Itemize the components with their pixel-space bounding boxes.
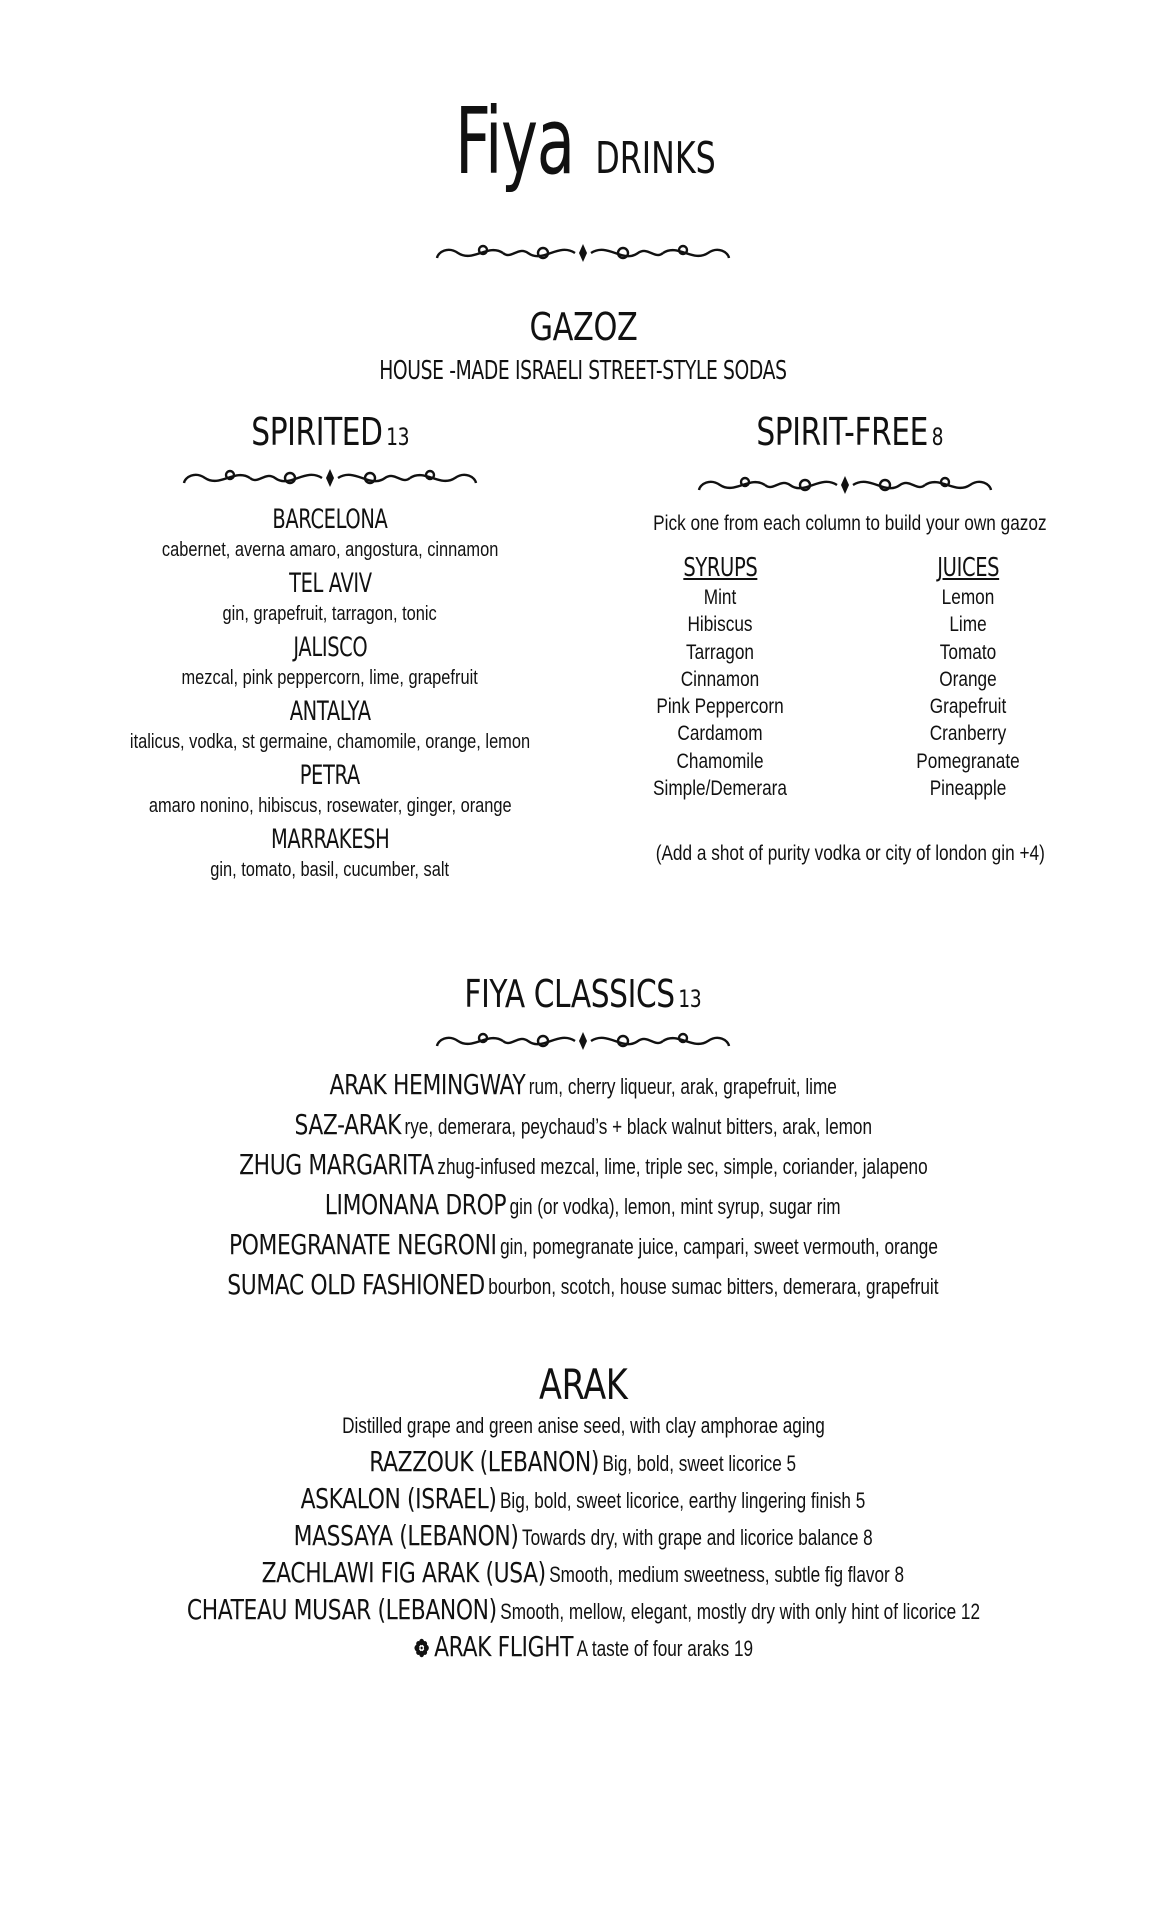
flourish-divider-icon: [695, 470, 995, 500]
list-item: Cinnamon: [680, 667, 760, 691]
juices-heading: JUICES: [937, 553, 999, 583]
gazoz-title-wrap: [0, 305, 1166, 349]
classic-desc: zhug-infused mezcal, lime, triple sec, simple, coriander, jalapeno: [437, 1154, 928, 1179]
spirited-title: SPIRITED: [251, 410, 383, 454]
list-item: [80, 503, 580, 563]
menu-title: Fiya: [455, 88, 574, 195]
list-item: [80, 631, 580, 691]
flourish-divider-icon: [433, 1026, 733, 1056]
drink-desc: mezcal, pink peppercorn, lime, grapefruit: [181, 667, 479, 689]
flourish-divider-icon: [180, 463, 480, 493]
classics-header: [0, 972, 1166, 1016]
drink-desc: amaro nonino, hibiscus, rosewater, ginger, orange: [148, 795, 512, 817]
spirit-free-section: [600, 410, 1100, 454]
classics-price: 13: [678, 985, 702, 1013]
classic-desc: gin (or vodka), lemon, mint syrup, sugar rim: [509, 1194, 841, 1219]
gazoz-subtitle: HOUSE -MADE ISRAELI STREET-STYLE SODAS: [379, 356, 787, 386]
spirited-list: [80, 503, 580, 887]
gazoz-title: GAZOZ: [529, 305, 637, 349]
arak-desc: Towards dry, with grape and licorice balance 8: [521, 1525, 873, 1550]
spirited-price: 13: [385, 423, 409, 451]
spirit-free-addon-wrap: [600, 842, 1100, 866]
arak-intro: Distilled grape and green anise seed, with clay amphorae aging: [341, 1413, 825, 1438]
classic-desc: bourbon, scotch, house sumac bitters, demerara, grapefruit: [488, 1274, 939, 1299]
drink-desc: gin, tomato, basil, cucumber, salt: [210, 859, 450, 881]
list-item: Tarragon: [686, 640, 754, 664]
list-item: Pomegranate: [916, 749, 1020, 773]
classic-desc: rum, cherry liqueur, arak, grapefruit, lime: [528, 1074, 837, 1099]
syrups-heading: SYRUPS: [682, 553, 757, 583]
drink-name: JALISCO: [293, 632, 367, 663]
list-item: [0, 1108, 1166, 1141]
classic-name: LIMONANA DROP: [325, 1188, 507, 1221]
drink-name: BARCELONA: [272, 504, 388, 535]
list-item: Cranberry: [929, 722, 1007, 746]
spirited-section: [80, 410, 580, 454]
list-item: [0, 1445, 1166, 1478]
drink-desc: cabernet, averna amaro, angostura, cinnamon: [161, 539, 499, 561]
menu-subtitle: DRINKS: [595, 133, 716, 184]
arak-name: ASKALON (ISRAEL): [300, 1482, 497, 1515]
list-item: [0, 1630, 1166, 1663]
classic-name: SUMAC OLD FASHIONED: [227, 1268, 485, 1301]
spirit-free-title: SPIRIT-FREE: [756, 410, 929, 454]
menu-header: [0, 88, 1166, 195]
arak-intro-wrap: [0, 1413, 1166, 1439]
list-item: Tomato: [939, 640, 997, 664]
classic-desc: rye, demerara, peychaud’s + black walnut bitters, arak, lemon: [404, 1114, 872, 1139]
classic-name: SAZ-ARAK: [294, 1108, 401, 1141]
arak-flight-name: ARAK FLIGHT: [433, 1630, 573, 1663]
classic-name: ZHUG MARGARITA: [238, 1148, 434, 1181]
gazoz-subtitle-wrap: [0, 356, 1166, 386]
list-item: [0, 1188, 1166, 1221]
list-item: [0, 1148, 1166, 1181]
list-item: [80, 567, 580, 627]
list-item: [0, 1268, 1166, 1301]
flower-icon: [413, 1638, 429, 1658]
drink-desc: gin, grapefruit, tarragon, tonic: [222, 603, 438, 625]
drink-name: PETRA: [299, 760, 361, 791]
classic-name: POMEGRANATE NEGRONI: [228, 1228, 497, 1261]
arak-name: RAZZOUK (LEBANON): [369, 1445, 600, 1478]
flourish-divider-icon: [433, 238, 733, 268]
classic-desc: gin, pomegranate juice, campari, sweet vermouth, orange: [499, 1234, 938, 1259]
drink-name: MARRAKESH: [270, 824, 390, 855]
spirit-free-price: 8: [931, 423, 944, 451]
list-item: Cardamom: [677, 722, 763, 746]
classic-name: ARAK HEMINGWAY: [329, 1068, 526, 1101]
list-item: [80, 695, 580, 755]
list-item: Orange: [939, 667, 997, 691]
list-item: [0, 1519, 1166, 1552]
list-item: Mint: [703, 586, 737, 609]
arak-name: CHATEAU MUSAR (LEBANON): [186, 1593, 497, 1626]
arak-title: ARAK: [538, 1360, 628, 1409]
drink-name: TEL AVIV: [288, 568, 372, 599]
classics-title: FIYA CLASSICS: [464, 972, 675, 1016]
arak-name: ZACHLAWI FIG ARAK (USA): [261, 1556, 546, 1589]
list-item: Lemon: [941, 586, 995, 609]
list-item: [0, 1556, 1166, 1589]
arak-name: MASSAYA (LEBANON): [293, 1519, 519, 1552]
spirit-free-instructions: Pick one from each column to build your own gazoz: [653, 512, 1047, 535]
juices-column: [868, 552, 1068, 802]
list-item: Hibiscus: [687, 613, 753, 637]
list-item: [80, 759, 580, 819]
arak-desc: Big, bold, sweet licorice, earthy lingering finish 5: [500, 1488, 866, 1513]
arak-flight-desc: A taste of four araks 19: [576, 1636, 753, 1661]
list-item: [0, 1068, 1166, 1101]
arak-desc: Smooth, mellow, elegant, mostly dry with only hint of licorice 12: [499, 1599, 980, 1624]
spirit-free-addon: (Add a shot of purity vodka or city of london gin +4): [655, 842, 1045, 865]
syrups-column: [620, 552, 820, 802]
list-item: [80, 823, 580, 883]
list-item: Lime: [949, 613, 987, 637]
list-item: Chamomile: [676, 749, 764, 773]
list-item: Pink Peppercorn: [656, 695, 784, 719]
list-item: Grapefruit: [929, 695, 1007, 719]
arak-desc: Big, bold, sweet licorice 5: [602, 1451, 797, 1476]
list-item: Simple/Demerara: [653, 777, 787, 801]
list-item: [0, 1228, 1166, 1261]
drink-desc: italicus, vodka, st germaine, chamomile, orange, lemon: [129, 731, 531, 753]
spirit-free-instructions-wrap: [600, 512, 1100, 536]
drink-name: ANTALYA: [289, 696, 371, 727]
list-item: [0, 1593, 1166, 1626]
list-item: [0, 1482, 1166, 1515]
arak-desc: Smooth, medium sweetness, subtle fig flavor 8: [549, 1562, 905, 1587]
list-item: Pineapple: [929, 777, 1007, 801]
arak-header: [0, 1360, 1166, 1409]
